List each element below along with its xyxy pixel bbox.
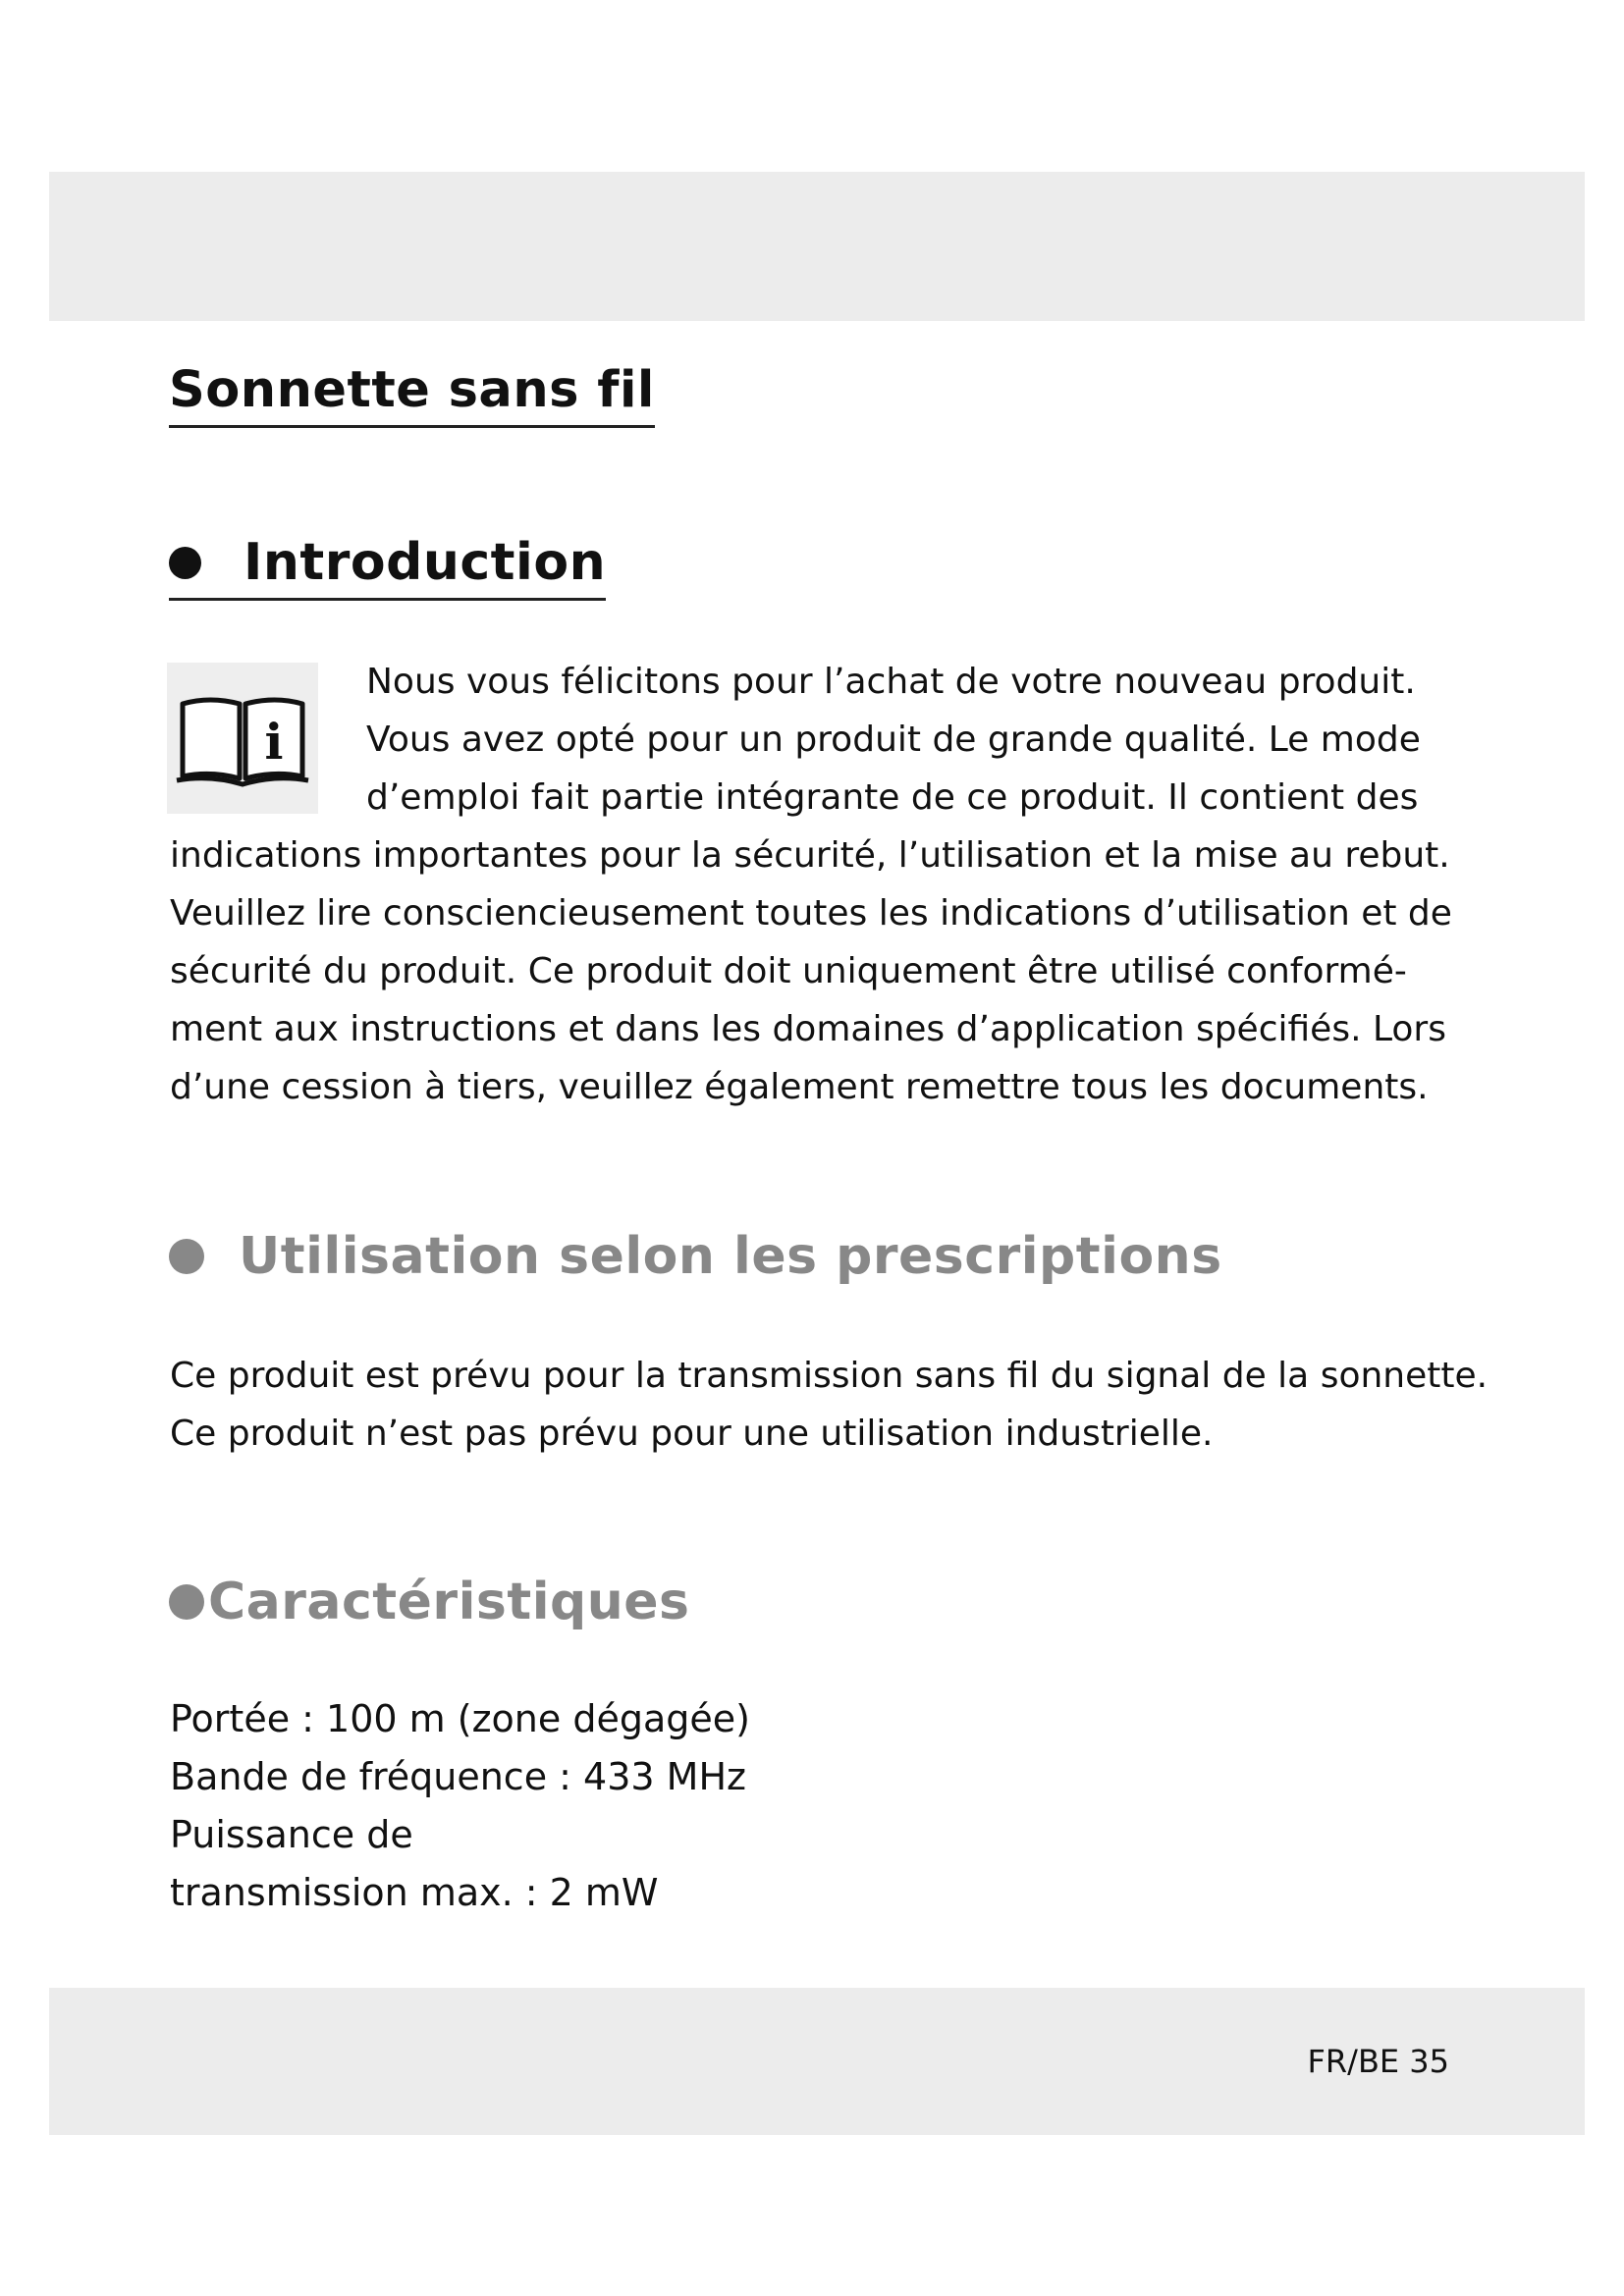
header-band — [49, 172, 1585, 321]
spec-range: Portée : 100 m (zone dégagée) — [170, 1697, 750, 1740]
page-title: Sonnette sans fil — [169, 361, 655, 428]
introduction-text — [170, 827, 1452, 1116]
info-book-icon — [167, 663, 318, 814]
text-line: d’une cession à tiers, veuillez également remettre tous les documents. — [170, 1067, 1429, 1107]
text-line: sécurité du produit. Ce produit doit uniquement être utilisé conformé- — [170, 951, 1407, 991]
text-line: indications importantes pour la sécurité, l’utilisation et la mise au rebut. — [170, 835, 1450, 876]
info-book-icon-graphic — [167, 663, 318, 814]
spec-frequency-band: Bande de fréquence : 433 MHz — [170, 1755, 746, 1798]
footer-band — [49, 1988, 1585, 2135]
bullet-dot-icon — [169, 547, 201, 579]
bullet-dot-icon — [169, 1584, 204, 1620]
intended-use-heading — [169, 1227, 1222, 1286]
info-letter: i — [264, 713, 284, 771]
spec-list — [170, 1690, 750, 1922]
spec-power-label: Puissance de — [170, 1813, 413, 1856]
introduction-heading-label: Introduction — [244, 533, 607, 592]
text-line: Veuillez lire consciencieusement toutes les indications d’utilisation et de — [170, 893, 1452, 934]
text-line: d’emploi fait partie intégrante de ce produit. Il contient des — [366, 777, 1419, 818]
page-number: FR/BE 35 — [1307, 2043, 1449, 2080]
text-line: ment aux instructions et dans les domaines d’application spécifiés. Lors — [170, 1009, 1446, 1049]
text-line: Ce produit est prévu pour la transmission sans fil du signal de la sonnette. — [170, 1356, 1489, 1396]
text-line: Vous avez opté pour un produit de grande qualité. Le mode — [366, 720, 1421, 760]
features-heading-label: Caractéristiques — [208, 1573, 690, 1631]
bullet-dot-icon — [169, 1239, 204, 1274]
spec-power-value: transmission max. : 2 mW — [170, 1871, 659, 1914]
features-heading — [169, 1573, 690, 1631]
intended-use-text — [170, 1347, 1488, 1463]
intended-use-heading-label: Utilisation selon les prescriptions — [239, 1227, 1222, 1286]
introduction-heading — [169, 533, 606, 601]
introduction-text-indented — [366, 653, 1421, 827]
text-line: Nous vous félicitons pour l’achat de votre nouveau produit. — [366, 662, 1416, 702]
text-line: Ce produit n’est pas prévu pour une utilisation industrielle. — [170, 1414, 1214, 1454]
